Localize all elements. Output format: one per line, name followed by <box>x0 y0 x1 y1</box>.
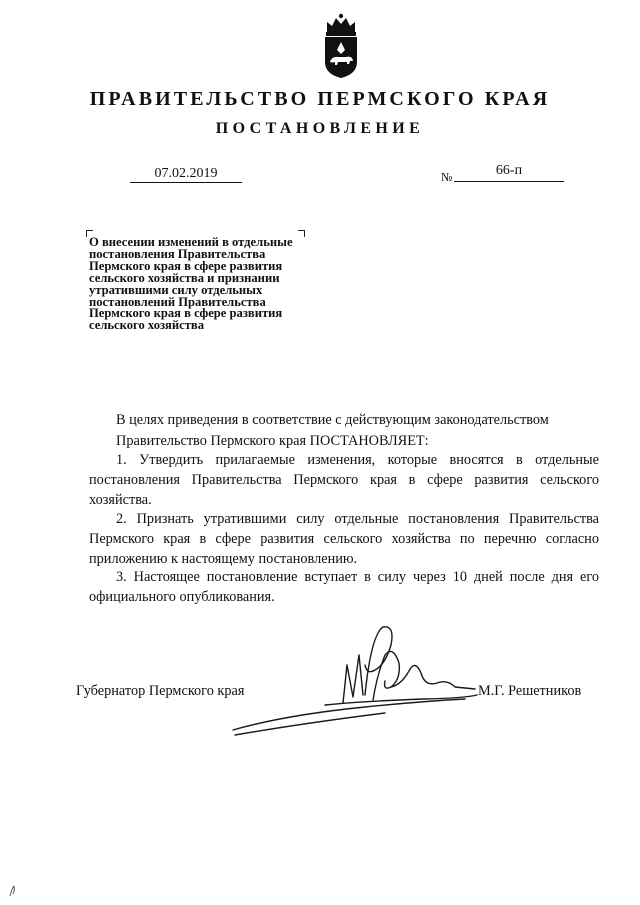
signer-name: М.Г. Решетников <box>478 683 582 699</box>
document-number: 66-п <box>454 163 564 182</box>
document-date: 07.02.2019 <box>130 166 242 183</box>
handwritten-signature <box>225 615 485 750</box>
subject-line: Пермского края в сфере развития <box>89 306 283 321</box>
number-sign: № <box>441 170 453 184</box>
subject-line: постановлений Правительства <box>89 294 266 309</box>
preamble-line: В целях приведения в соответствие с действующим законодательством <box>116 412 549 428</box>
subject-line: Пермского края в сфере развития <box>89 258 283 273</box>
subject-line: О внесении изменений в отдельные <box>89 235 293 249</box>
resolution-paragraph-1: 1. Утвердить прилагаемые изменения, которые вносятся в отдельные постановления Правительства Пермского края в сфере развития сельского хозяйства. <box>89 452 599 508</box>
subject-line: сельского хозяйства <box>89 318 205 333</box>
subject-bracket-right <box>298 230 305 237</box>
government-title: ПРАВИТЕЛЬСТВО ПЕРМСКОГО КРАЯ <box>89 88 551 110</box>
subject-line: сельского хозяйства и признании <box>89 270 280 285</box>
subject-line: постановления Правительства <box>89 246 266 261</box>
resolution-paragraph-2: 2. Признать утратившими силу отдельные постановления Правительства Пермского края в сфере развития сельского хозяйства по перечню согласно приложению к настоящему постановлению. <box>89 511 599 567</box>
document-type: ПОСТАНОВЛЕНИЕ <box>215 120 425 137</box>
document-subject <box>89 237 293 332</box>
signer-title: Губернатор Пермского края <box>76 683 245 699</box>
preamble-line: Правительство Пермского края ПОСТАНОВЛЯЕТ: <box>116 433 429 449</box>
coat-of-arms-icon <box>320 12 362 80</box>
resolution-paragraph-3: 3. Настоящее постановление вступает в силу через 10 дней после дня его официального опубликования. <box>89 569 599 605</box>
margin-mark-icon <box>8 884 18 898</box>
subject-line: утратившими силу отдельных <box>89 282 263 297</box>
